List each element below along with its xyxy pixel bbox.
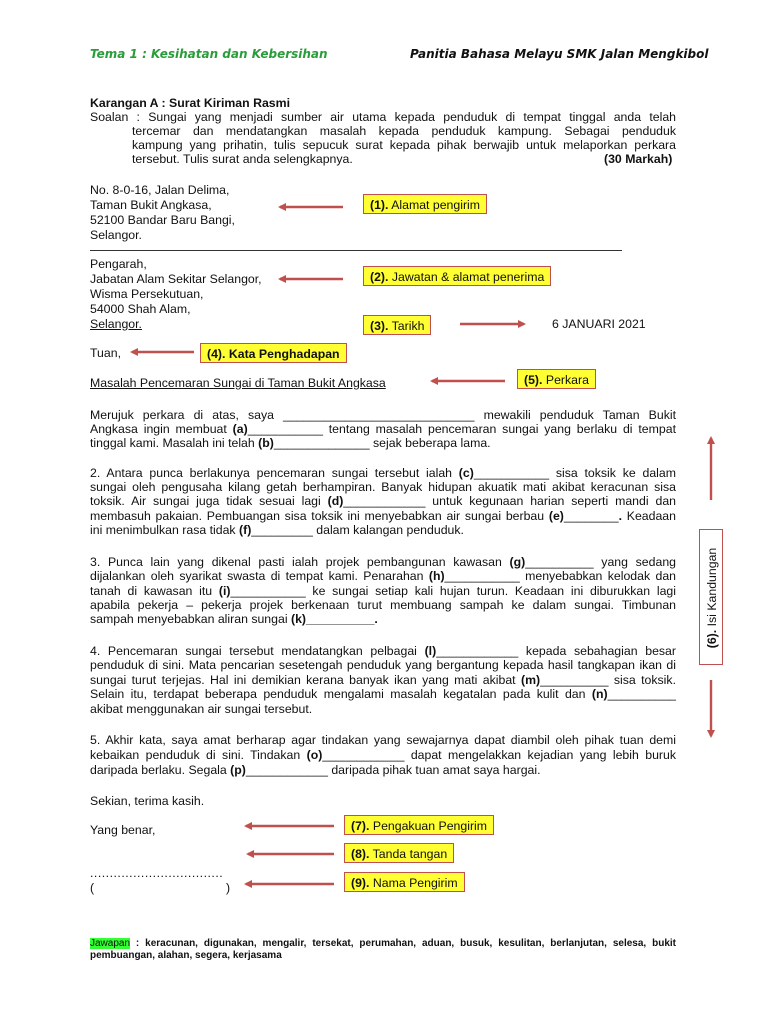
- paragraph-5-line: 5. Akhir kata, saya amat berharap agar tindakan yang sewajarnya dapat diambil oleh pihak tuan demi: [90, 733, 676, 747]
- header-panel: Panitia Bahasa Melayu SMK Jalan Mengkibol: [410, 47, 709, 61]
- answer-label: Jawapan: [90, 938, 131, 949]
- question-line-3: kampung yang prihatin, tulis sepucuk surat kepada pihak berwajib untuk melaporkan perkara: [132, 138, 676, 152]
- label-box-date: (3). Tarikh: [363, 315, 431, 335]
- question-line-2: tercemar dan mendatangkan masalah kepada penduduk kampung. Sebagai penduduk: [132, 124, 676, 138]
- answer-list-line-1: Jawapan : keracunan, digunakan, mengalir, tersekat, perumahan, aduan, busuk, kesulitan, berlanjutan, selesa, bukit: [90, 938, 676, 949]
- label-box-signature: (8). Tanda tangan: [344, 843, 454, 863]
- name-bracket-open: (: [90, 881, 95, 895]
- paragraph-4-line: penduduk di sini. Mata pencarian sesetengah penduduk yang bergantung kepada hasil tangkapan ikan di: [90, 658, 676, 672]
- closing-line: Sekian, terima kasih.: [90, 794, 205, 808]
- recipient-address-line: 54000 Shah Alam,: [90, 302, 191, 316]
- paragraph-3-line: tanah di kawasan itu (i)___________ ke sungai setiap kali hujan turun. Keadaan ini diburukkan lagi: [90, 584, 676, 598]
- label-box-recipient: (2). Jawatan & alamat penerima: [363, 266, 551, 286]
- paragraph-4-line: akibat menggunakan air sungai tersebut.: [90, 702, 313, 716]
- paragraph-1-line: tinggal kami. Masalah ini telah (b)______________ sejak beberapa lama.: [90, 436, 491, 450]
- label-box-acknowledgement: (7). Pengakuan Pengirim: [344, 815, 494, 835]
- yours-faithfully: Yang benar,: [90, 823, 156, 837]
- salutation: Tuan,: [90, 346, 121, 360]
- subject-line: Masalah Pencemaran Sungai di Taman Bukit Angkasa: [90, 376, 386, 390]
- label-box-salutation: (4). Kata Penghadapan: [200, 343, 347, 363]
- paragraph-2-line: ini menimbulkan rasa tidak (f)_________ dalam kalangan penduduk.: [90, 523, 464, 537]
- sender-address-line: Taman Bukit Angkasa,: [90, 198, 212, 212]
- paragraph-1-line: Merujuk perkara di atas, saya ____________________________ mewakili penduduk Taman Bukit: [90, 408, 676, 422]
- paragraph-2-line: sungai oleh pengusaha kilang getah berhampiran. Banyak hidupan akuatik mati akibat keracunan sisa: [90, 480, 676, 494]
- paragraph-3-line: sampah menyebabkan aliran sungai (k)__________.: [90, 612, 378, 626]
- question-line-4: tersebut. Tulis surat anda selengkapnya.: [132, 152, 353, 166]
- divider-line: [90, 250, 622, 251]
- paragraph-2-line: 2. Antara punca berlakunya pencemaran sungai tersebut ialah (c)___________ sisa toksik ke dalam: [90, 466, 676, 480]
- letter-date: 6 JANUARI 2021: [552, 317, 646, 331]
- paragraph-5-line: kebaikan penduduk di sini. Tindakan (o)____________ dapat mengelakkan kejadian yang lebih buruk: [90, 748, 676, 762]
- paragraph-4-line: sungai turut terjejas. Hal ini demikian kerana banyak ikan yang mati akibat (m)__________ sisa toksik.: [90, 673, 676, 687]
- question-line-1: Soalan : Sungai yang menjadi sumber air utama kepada penduduk di tempat tinggal anda telah: [90, 110, 676, 124]
- label-box-subject: (5). Perkara: [517, 369, 596, 389]
- header-theme: Tema 1 : Kesihatan dan Kebersihan: [90, 47, 328, 61]
- label-box-content: [699, 529, 723, 665]
- paragraph-3-line: 3. Punca lain yang dikenal pasti ialah projek pembangunan kawasan (g)__________ yang sedang: [90, 555, 676, 569]
- signature-dots: ..................................: [90, 866, 224, 880]
- paragraph-3-line: dijalankan oleh syarikat swasta di tempat kami. Penarahan (h)___________ menyebabkan kelodak dan: [90, 569, 676, 583]
- paragraph-1-line: Angkasa ingin membuat (a)___________ tentang masalah pencemaran sungai yang berlaku di tempat: [90, 422, 676, 436]
- paragraph-3-line: apabila pekerja – pekerja projek berkenaan turut membuang sampah ke dalam sungai. Timbunan: [90, 598, 676, 612]
- question-marks: (30 Markah): [604, 152, 673, 166]
- label-content-text: (6). Isi Kandungan: [705, 547, 719, 649]
- paragraph-2-line: toksik. Air sungai juga tidak sesuai lagi (d)____________ untuk kegunaan harian seperti mandi dan: [90, 494, 676, 508]
- paragraph-5-line: daripada berlaku. Segala (p)____________ daripada pihak tuan amat saya hargai.: [90, 763, 541, 777]
- sender-address-line: Selangor.: [90, 228, 142, 242]
- name-bracket-close: ): [226, 881, 231, 895]
- essay-title: Karangan A : Surat Kiriman Rasmi: [90, 96, 290, 110]
- paragraph-4-line: Selain itu, terdapat beberapa penduduk mengalami masalah kegatalan pada kulit dan (n)__________: [90, 687, 676, 701]
- paragraph-2-line: membasuh pakaian. Pembuangan sisa toksik ini menyebabkan air sungai berbau (e)________. Keadaan: [90, 509, 676, 523]
- label-box-sender-name: (9). Nama Pengirim: [344, 872, 465, 892]
- sender-address-line: 52100 Bandar Baru Bangi,: [90, 213, 235, 227]
- sender-address-line: No. 8-0-16, Jalan Delima,: [90, 183, 230, 197]
- answer-list-line-2: pembuangan, alahan, segera, kerjasama: [90, 950, 282, 961]
- label-box-sender: (1). Alamat pengirim: [363, 194, 487, 214]
- recipient-address-line: Selangor.: [90, 317, 142, 331]
- recipient-address-line: Jabatan Alam Sekitar Selangor,: [90, 272, 262, 286]
- recipient-address-line: Pengarah,: [90, 257, 147, 271]
- paragraph-4-line: 4. Pencemaran sungai tersebut mendatangkan pelbagai (l)____________ kepada sebahagian besar: [90, 644, 676, 658]
- recipient-address-line: Wisma Persekutuan,: [90, 287, 204, 301]
